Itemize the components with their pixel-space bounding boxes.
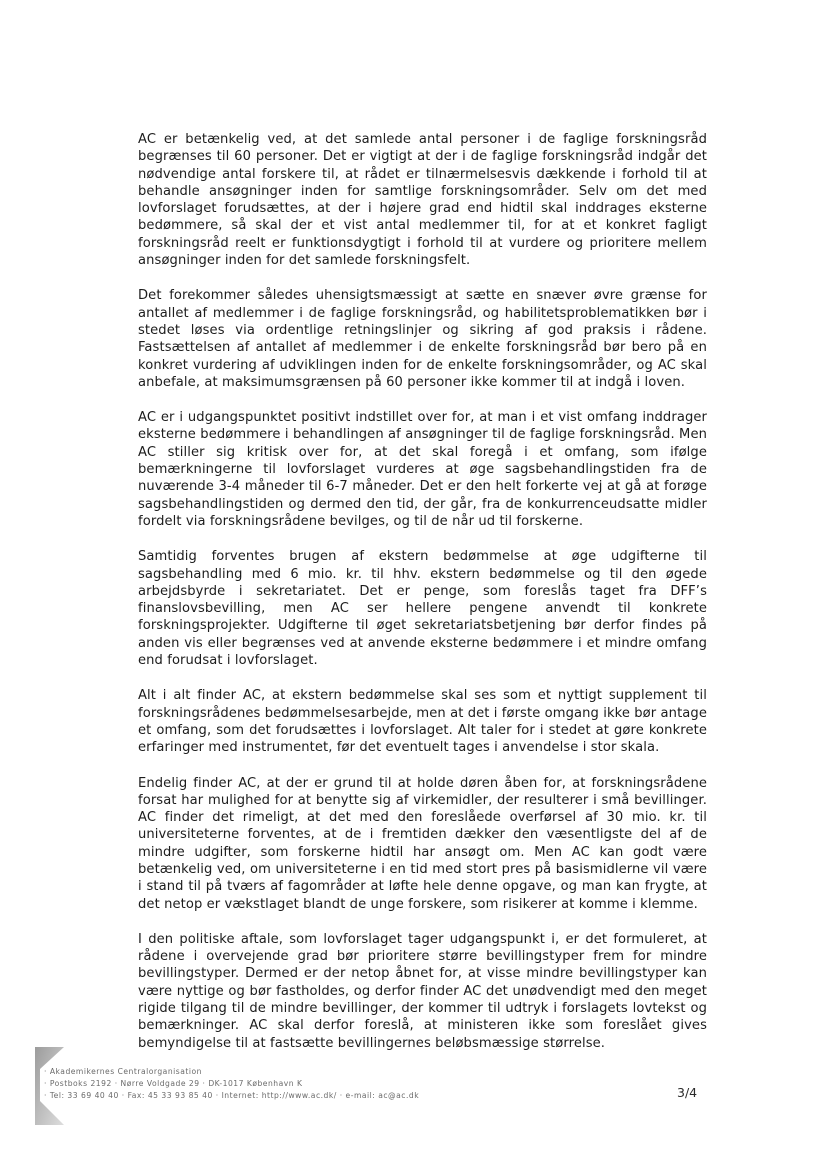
paragraph-3: AC er i udgangspunktet positivt indstillet over for, at man i et vist omfang inddrager eksterne bedømmere i behandlingen af ansøgninger til de faglige forskningsråd. Men AC stiller sig kritisk over for, at det skal foregå i et omfang, som ifølge bemærkningerne til lovforslaget vurderes at øge sagsbehandlingstiden fra de nuværende 3-4 måneder til 6-7 måneder. Det er den helt forkerte vej at gå at forøge sagsbehandlingstiden og dermed den tid, der går, fra de konkurrenceudsatte midler fordelt via forskningsrådene bevilges, og til de når ud til forskerne. <box>138 410 707 529</box>
paragraph-5: Alt i alt finder AC, at ekstern bedømmelse skal ses som et nyttigt supplement til forskningsrådenes bedømmelsesarbejde, men at det i første omgang ikke bør antage et omfang, som det forudsættes i lovforslaget. Alt taler for i stedet at gøre konkrete erfaringer med instrumentet, før det eventuelt tages i anvendelse i stor skala. <box>138 688 707 756</box>
paragraph-1: AC er betænkelig ved, at det samlede antal personer i de faglige forskningsråd begrænses til 60 personer. Det er vigtigt at der i de faglige forskningsråd indgår det nødvendige antal forskere til, at rådet er tilnærmelsesvis dækkende i forhold til at behandle ansøgninger inden for samtlige forskningsområder. Selv om det med lovforslaget forudsættes, at der i højere grad end hidtil skal inddrages eksterne bedømmere, så skal der et vist antal medlemmer til, for at et konkret fagligt forskningsråd reelt er funktionsdygtigt i forhold til at vurdere og prioritere mellem ansøgninger inden for det samlede forskningsfelt. <box>138 132 707 269</box>
footer-address <box>44 1066 504 1102</box>
paragraph-7: I den politiske aftale, som lovforslaget tager udgangspunkt i, er det formuleret, at rådene i overvejende grad bør prioritere større bevillingstyper frem for mindre bevillingstyper. Dermed er der netop åbnet for, at visse mindre bevillingstyper kan være nyttige og bør fastholdes, og derfor finder AC det unødvendigt med den meget rigide tilgang til de mindre bevillinger, der kommer til udtryk i forslagets lovtekst og bemærkninger. AC skal derfor foreslå, at ministeren ikke som foreslået gives bemyndigelse til at fastsætte bevillingernes beløbsmæssige størrelse. <box>138 931 707 1051</box>
footer-organisation: · Akademikernes Centralorganisation <box>44 1067 202 1076</box>
paragraph-2: Det forekommer således uhensigtsmæssigt at sætte en snæver øvre grænse for antallet af medlemmer i de faglige forskningsråd, og habilitetsproblematikken bør i stedet løses via ordentlige retningslinjer og sikring af god praksis i rådene. Fastsættelsen af antallet af medlemmer i de enkelte forskningsråd bør bero på en konkret vurdering af udviklingen inden for de enkelte forskningsområder, og AC skal anbefale, at maksimumsgrænsen på 60 personer ikke kommer til at indgå i loven. <box>138 288 707 390</box>
paragraph-6: Endelig finder AC, at der er grund til at holde døren åben for, at forskningsrådene forsat har mulighed for at benytte sig af virkemidler, der resulterer i små bevillinger. AC finder det rimeligt, at det med den foreslåede overførsel af 30 mio. kr. til universiteterne forventes, at de i fremtiden dækker den væsentligste del af de mindre udgifter, som forskerne hidtil har ansøgt om. Men AC kan godt være betænkelig ved, om universiteterne i en tid med stort pres på basismidlerne vil være i stand til på tværs af fagområder at løfte hele denne opgave, og man kan frygte, at det netop er vækstlaget blandt de unge forskere, som risikerer at komme i klemme. <box>138 775 707 912</box>
footer-contact: · Tel: 33 69 40 40 · Fax: 45 33 93 85 40 · Internet: http://www.ac.dk/ · e-mail: ac@ac.dk <box>44 1091 420 1100</box>
page-number: 3/4 <box>677 1085 698 1100</box>
document-body <box>138 131 707 1070</box>
footer-postal-address: · Postboks 2192 · Nørre Voldgade 29 · DK-1017 København K <box>44 1079 303 1088</box>
paragraph-4: Samtidig forventes brugen af ekstern bedømmelse at øge udgifterne til sagsbehandling med 6 mio. kr. til hhv. ekstern bedømmelse og til den øgede arbejdsbyrde i sekretariatet. Det er penge, som foreslås taget fra DFF’s finanslovsbevilling, men AC ser hellere pengene anvendt til konkrete forskningsprojekter. Udgifterne til øget sekretariatsbetjening bør derfor findes på anden vis eller begrænses ved at anvende eksterne bedømmere i et mindre omfang end forudsat i lovforslaget. <box>138 549 707 669</box>
